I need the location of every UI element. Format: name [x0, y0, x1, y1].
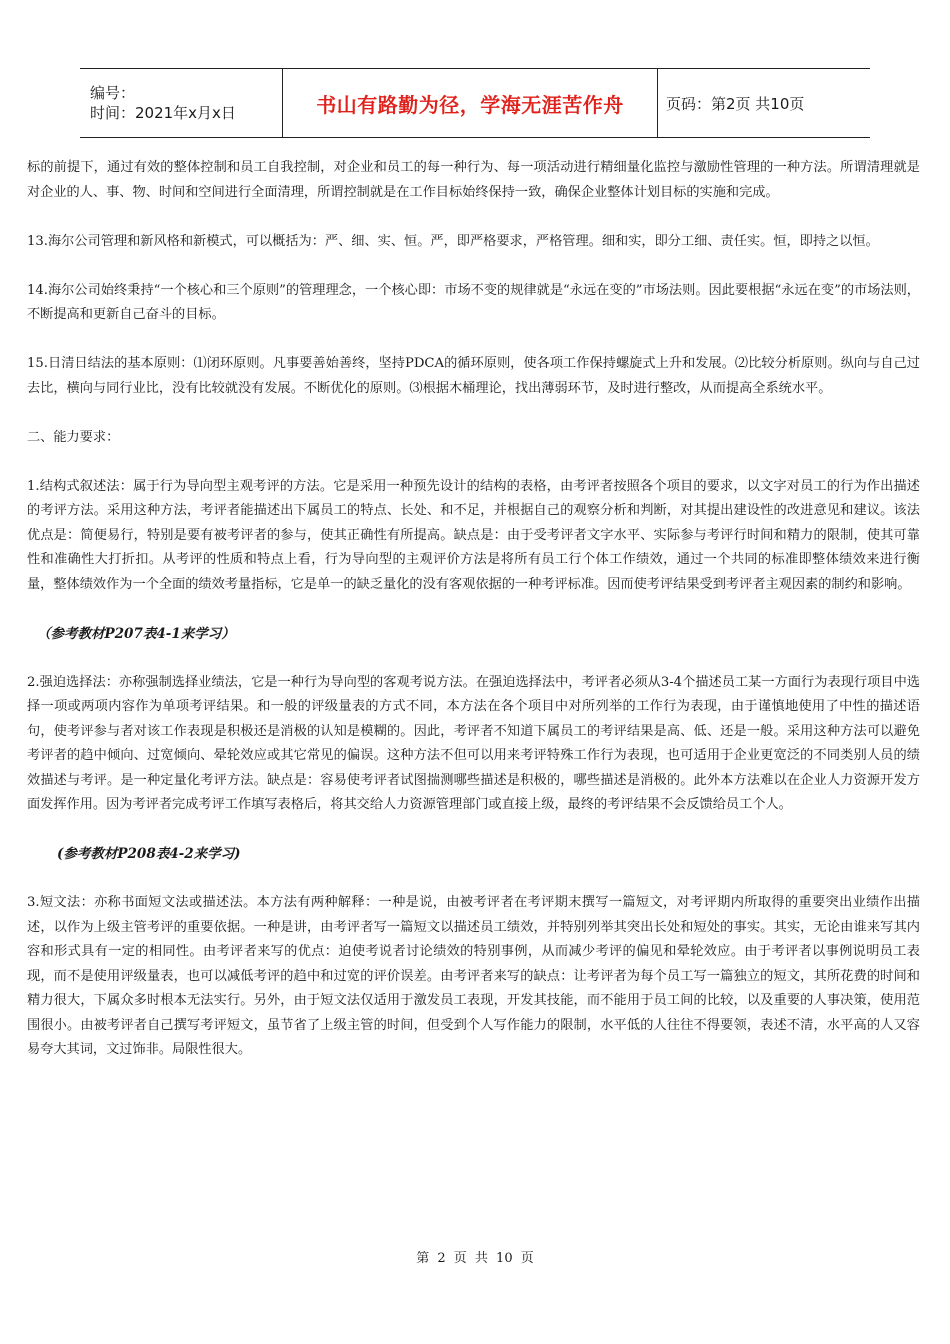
paragraph-item-14: 14.海尔公司始终秉持“一个核心和三个原则”的管理理念，一个核心即：市场不变的规律就是“永远在变的”市场法则。因此要根据“永远在变”的市场法则，不断提高和更新自己奋斗的目标。: [27, 282, 920, 322]
document-date: 时间：2021年x月x日: [90, 104, 236, 122]
paragraph-ability-1: 1.结构式叙述法：属于行为导向型主观考评的方法。它是采用一种预先设计的结构的表格，由考评者按照各个项目的要求，以文字对员工的行为作出描述的考评方法。采用这种方法，考评者能描述出下属员工的特点、长处、和不足，并根据自己的观察分析和判断，对其提出建设性的改进意见和建议。该法优点是：简便易行，特别是要有被考评者的参与，使其正确性有所提高。缺点是：由于受考评者文字水平、实际参与考评行时间和精力的限制，使其可靠性和准确性大打折扣。从考评的性质和特点上看，行为导向型的主观评价方法是将所有员工行个体工作绩效，通过一个共同的标准即整体绩效来进行衡量，整体绩效作为一个全面的绩效考量指标，它是单一的缺乏量化的没有客观依据的一种考评标准。因而使考评结果受到考评者主观因素的制约和影响。: [27, 478, 920, 592]
header-motto: 书山有路勤为径，学海无涯苦作舟: [316, 92, 624, 117]
document-body: [27, 156, 920, 1087]
page-footer: [0, 1247, 950, 1266]
header-info-cell: [80, 69, 282, 137]
paragraph-item-15: 15.日清日结法的基本原则：⑴闭环原则。凡事要善始善终，坚持PDCA的循环原则，使各项工作保持螺旋式上升和发展。⑵比较分析原则。纵向与自己过去比，横向与同行业比，没有比较就没有发展。不断优化的原则。⑶根据木桶理论，找出薄弱环节，及时进行整改，从而提高全系统水平。: [27, 356, 920, 396]
paragraph-ability-3: 3.短文法：亦称书面短文法或描述法。本方法有两种解释：一种是说，由被考评者在考评期末撰写一篇短文，对考评期内所取得的重要突出业绩作出描述，以作为上级主管考评的重要依据。一种是讲，由考评者写一篇短文以描述员工绩效，并特别列举其突出长处和短处的事实。其实，无论由谁来写其内容和形式具有一定的相同性。由考评者来写的优点：迫使考说者讨论绩效的特别事例，从而减少考评的偏见和晕轮效应。由于考评者以事例说明员工表现，而不是使用评级量表，也可以减低考评的趋中和过宽的评价误差。由考评者来写的缺点：让考评者为每个员工写一篇独立的短文，其所花费的时间和精力很大，下属众多时根本无法实行。另外，由于短文法仅适用于激发员工表现，开发其技能，而不能用于员工间的比较，以及重要的人事决策，使用范围很小。由被考评者自己撰写考评短文，虽节省了上级主管的时间，但受到个人写作能力的限制，水平低的人往往不得要领，表述不清，水平高的人又容易夸大其词，文过饰非。局限性很大。: [27, 895, 920, 1057]
textbook-reference-2: (参考教材P208表4-2来学习): [57, 846, 241, 862]
paragraph-ability-2: 2.强迫选择法：亦称强制选择业绩法，它是一种行为导向型的客观考说方法。在强迫选择法中，考评者必须从3-4个描述员工某一方面行为表现行项目中选择一项或两项内容作为单项考评结果。和一般的评级量表的方式不同，本方法在各个项目中对所列举的工作行为表现，由于谨慎地使用了中性的描述语句，使考评参与者对该工作表现是积极还是消极的认知是模糊的。因此，考评者不知道下属员工的考评结果是高、低、还是一般。采用这种方法可以避免考评者的趋中倾向、过宽倾向、晕轮效应或其它常见的偏误。这种方法不但可以用来考评特殊工作行为表现，也可适用于企业更宽泛的不同类别人员的绩效描述与考评。是一种定量化考评方法。缺点是：容易使考评者试图揣测哪些描述是积极的，哪些描述是消极的。此外本方法难以在企业人力资源开发方面发挥作用。因为考评者完成考评工作填写表格后，将其交给人力资源管理部门或直接上级，最终的考评结果不会反馈给员工个人。: [27, 674, 920, 812]
footer-page-number: 第 2 页 共 10 页: [416, 1251, 534, 1266]
paragraph-item-13: 13.海尔公司管理和新风格和新模式，可以概括为：严、细、实、恒。严，即严格要求，严格管理。细和实，即分工细、责任实。恒，即持之以恒。: [27, 233, 879, 249]
header-page-cell: [658, 69, 870, 137]
header-motto-cell: [282, 69, 658, 137]
page-header: [80, 68, 870, 138]
paragraph-continuation: 标的前提下，通过有效的整体控制和员工自我控制，对企业和员工的每一种行为、每一项活动进行精细量化监控与激励性管理的一种方法。所谓清理就是对企业的人、事、物、时间和空间进行全面清理，所谓控制就是在工作目标始终保持一致，确保企业整体计划目标的实施和完成。: [27, 160, 920, 200]
header-page-number: 页码：第2页 共10页: [666, 94, 805, 113]
section-heading-ability: 二、能力要求：: [27, 429, 120, 445]
textbook-reference-1: （参考教材P207表4-1来学习）: [37, 625, 235, 642]
document-number: 编号：: [90, 84, 136, 102]
